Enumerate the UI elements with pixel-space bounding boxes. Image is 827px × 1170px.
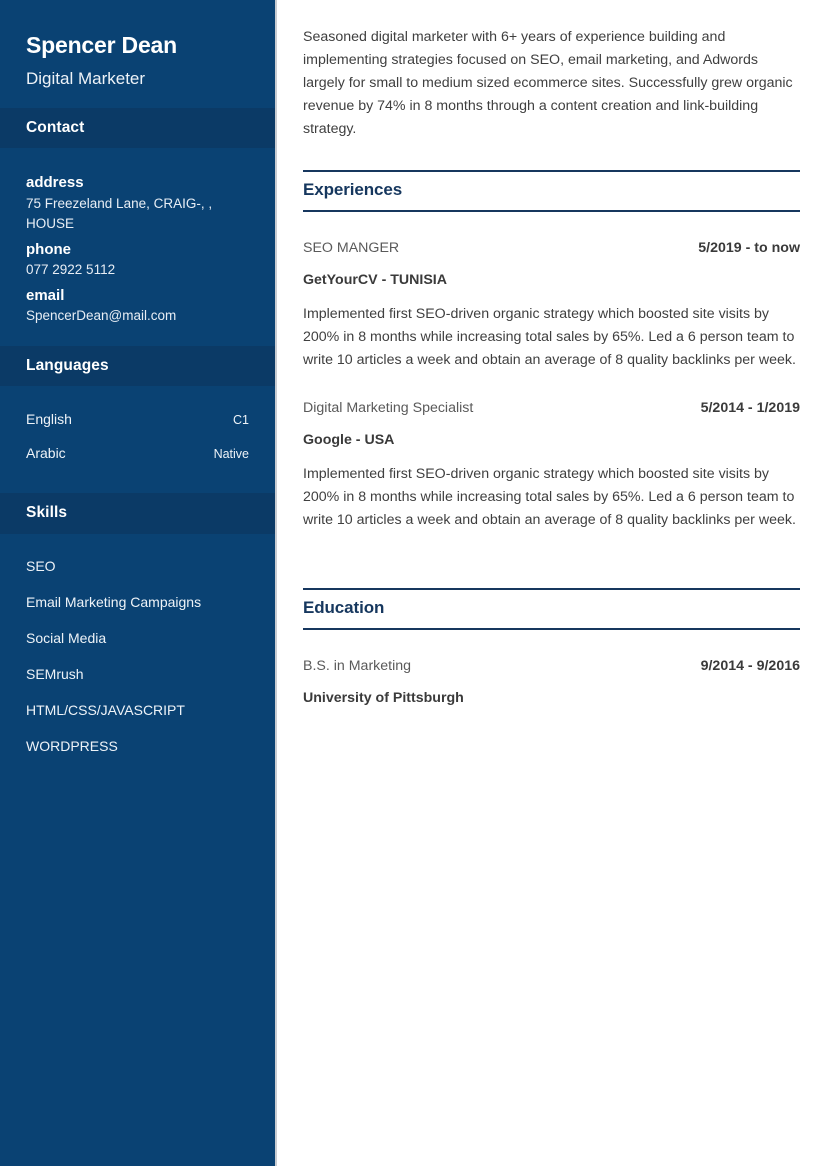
education-entry (303, 630, 800, 708)
section-header-education (303, 588, 800, 630)
contact-value-address: 75 Freezeland Lane, CRAIG-, , HOUSE (26, 196, 213, 232)
sidebar-identity (0, 0, 275, 89)
language-name: Arabic (26, 445, 66, 462)
experience-description: Implemented first SEO-driven organic strategy which boosted site visits by 200% in 8 months while increasing total sales by 65%. Led a 6 person team to write 10 articles a week and obtain an average of 8 quality backlinks per week. (303, 465, 796, 528)
profile-summary: Seasoned digital marketer with 6+ years of experience building and implementing strategies focused on SEO, email marketing, and Adwords largely for small to medium sized ecommerce sites. Successfully grew organic revenue by 74% in 8 months through a content creation and link-building strategy. (303, 29, 793, 137)
skill-item: HTML/CSS/JAVASCRIPT (26, 701, 185, 718)
skill-item: WORDPRESS (26, 737, 118, 754)
contact-item (26, 281, 249, 327)
section-title-education: Education (303, 597, 385, 617)
skill-item: Email Marketing Campaigns (26, 593, 202, 610)
language-item (26, 406, 249, 440)
experience-description: Implemented first SEO-driven organic strategy which boosted site visits by 200% in 8 months while increasing total sales by 65%. Led a 6 person team to write 10 articles a week and obtain an average of 8 quality backlinks per week. (303, 305, 796, 368)
skill-item: SEMrush (26, 665, 84, 682)
sidebar-heading-languages: Languages (26, 356, 109, 374)
skill-item: SEO (26, 557, 56, 574)
contact-value-email: SpencerDean@mail.com (26, 308, 177, 324)
language-name: English (26, 411, 72, 428)
experience-entry (303, 372, 800, 532)
education-institution: University of Pittsburgh (303, 690, 464, 707)
experience-entry-header (303, 239, 800, 257)
sidebar-heading-skills: Skills (26, 504, 68, 522)
sidebar-section-header-contact (0, 108, 275, 149)
experience-entry (303, 212, 800, 372)
sidebar (0, 0, 277, 1166)
skills-list (0, 534, 275, 770)
contact-list (0, 148, 275, 326)
sidebar-section-header-skills (0, 493, 275, 534)
section-education (303, 588, 800, 708)
candidate-job-title: Digital Marketer (26, 68, 146, 88)
sidebar-heading-contact: Contact (26, 118, 85, 136)
education-date: 9/2014 - 9/2016 (700, 657, 800, 674)
section-experiences (303, 170, 800, 532)
experience-role: SEO MANGER (303, 240, 400, 256)
contact-label-email: email (26, 286, 65, 304)
language-level: C1 (233, 413, 249, 428)
language-item (26, 440, 249, 474)
contact-item (26, 168, 249, 234)
contact-value-phone: 077 2922 5112 (26, 262, 116, 278)
language-level: Native (213, 447, 249, 462)
experience-date: 5/2019 - to now (698, 240, 800, 256)
experience-date: 5/2014 - 1/2019 (700, 399, 800, 416)
main-content (279, 0, 827, 1170)
skill-item: Social Media (26, 629, 107, 646)
education-entry-header (303, 657, 800, 675)
contact-item (26, 235, 249, 281)
candidate-name: Spencer Dean (26, 32, 177, 58)
sidebar-section-header-languages (0, 346, 275, 387)
languages-list (0, 386, 275, 474)
section-title-experiences: Experiences (303, 180, 403, 199)
experience-entry-header (303, 399, 800, 417)
section-header-experiences (303, 170, 800, 212)
experience-organization: Google - USA (303, 432, 395, 449)
experience-organization: GetYourCV - TUNISIA (303, 272, 447, 289)
experience-role: Digital Marketing Specialist (303, 399, 474, 416)
education-degree: B.S. in Marketing (303, 657, 412, 674)
contact-label-address: address (26, 174, 84, 192)
contact-label-phone: phone (26, 240, 71, 258)
